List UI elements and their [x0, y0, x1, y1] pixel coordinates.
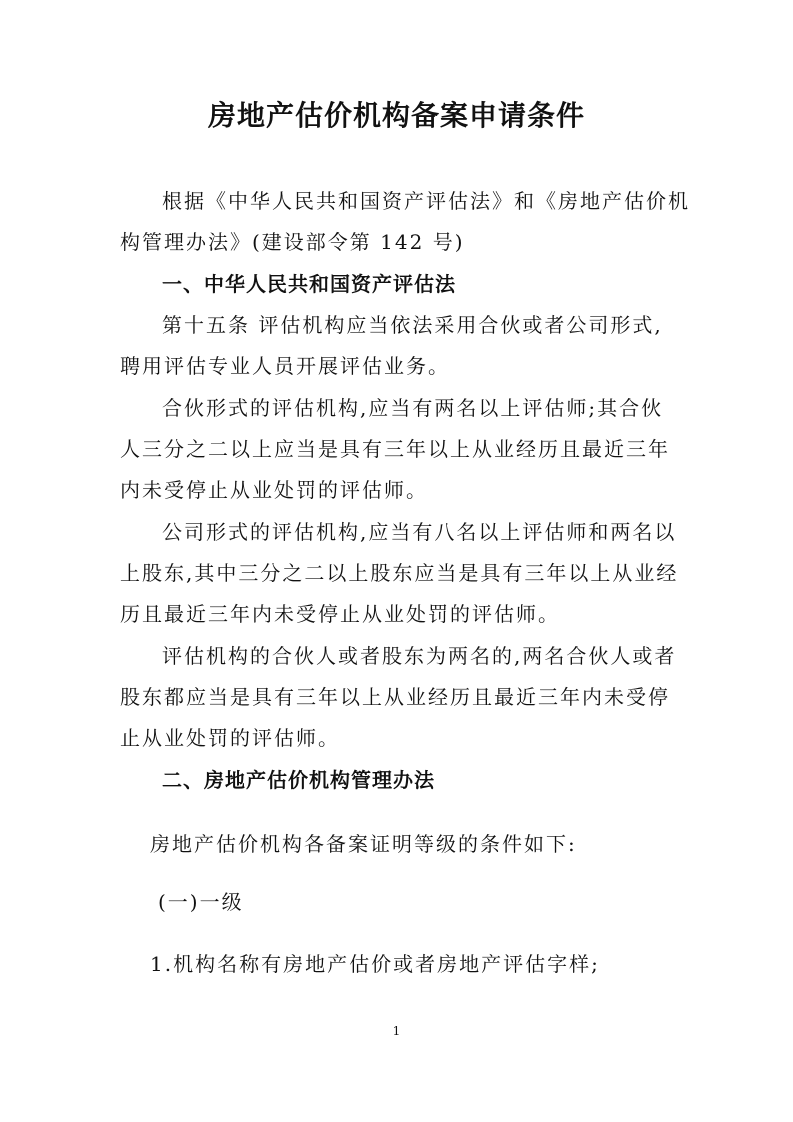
section-heading-real-estate-appraisal-measures: 二、房地产估价机构管理办法	[162, 768, 435, 792]
intro-line-1: 根据《中华人民共和国资产评估法》和《房地产估价机	[162, 189, 690, 213]
article-15-line-2: 聘用评估专业人员开展评估业务。	[120, 354, 450, 378]
two-partners-line-1: 评估机构的合伙人或者股东为两名的,两名合伙人或者	[162, 644, 677, 668]
partnership-line-1: 合伙形式的评估机构,应当有两名以上评估师;其合伙	[162, 396, 664, 420]
company-form-line-3: 历且最近三年内未受停止从业处罚的评估师。	[120, 602, 560, 626]
section-heading-asset-appraisal-law: 一、中华人民共和国资产评估法	[162, 272, 456, 296]
partnership-line-3: 内未受停止从业处罚的评估师。	[120, 478, 428, 502]
partnership-line-2: 人三分之二以上应当是具有三年以上从业经历且最近三年	[120, 437, 670, 461]
filing-conditions-intro: 房地产估价机构各备案证明等级的条件如下:	[150, 832, 577, 856]
intro-line-2: 构管理办法》(建设部令第 142 号)	[120, 230, 465, 254]
company-form-line-2: 上股东,其中三分之二以上股东应当是具有三年以上从业经	[120, 561, 679, 585]
document-title: 房地产估价机构备案申请条件	[207, 99, 585, 132]
level-one-item-1: 1.机构名称有房地产估价或者房地产评估字样;	[150, 952, 600, 976]
article-15-line-1: 第十五条 评估机构应当依法采用合伙或者公司形式,	[162, 313, 663, 337]
two-partners-line-2: 股东都应当是具有三年以上从业经历且最近三年内未受停	[120, 685, 670, 709]
company-form-line-1: 公司形式的评估机构,应当有八名以上评估师和两名以	[162, 520, 677, 544]
two-partners-line-3: 止从业处罚的评估师。	[120, 726, 340, 750]
page-number: 1	[392, 1024, 401, 1038]
level-one-heading: (一)一级	[158, 890, 244, 914]
